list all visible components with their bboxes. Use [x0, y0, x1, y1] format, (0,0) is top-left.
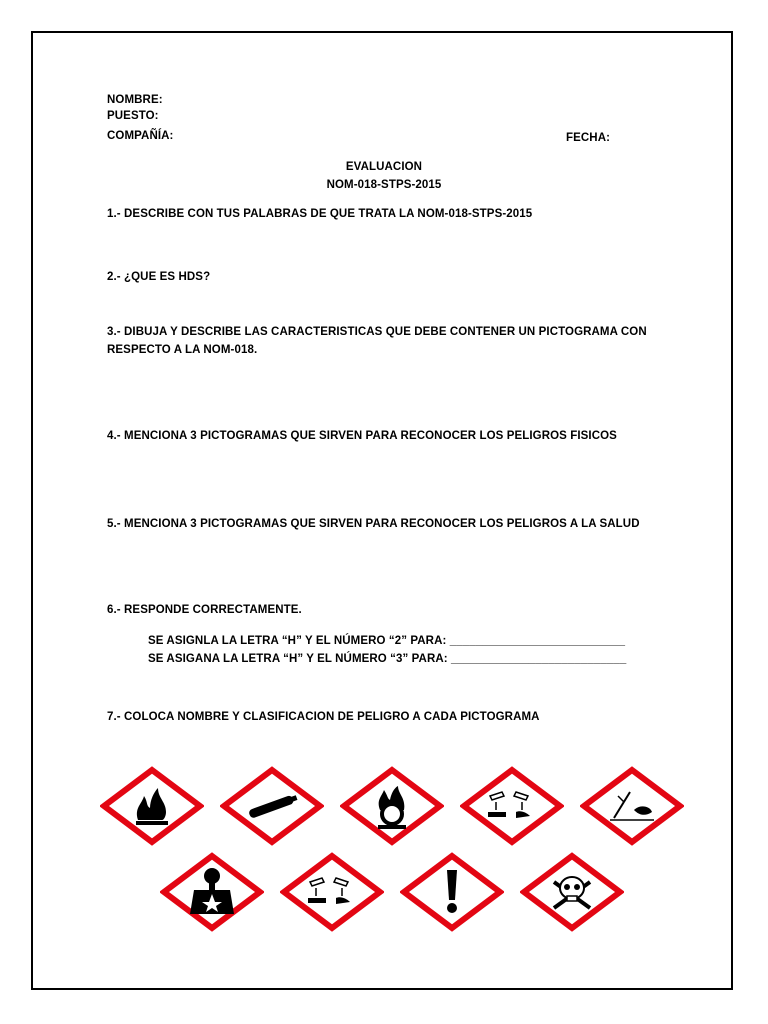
corrosion-icon — [460, 766, 564, 846]
flame-icon — [100, 766, 204, 846]
compania-label: COMPAÑÍA: — [107, 130, 174, 142]
question-3-line-1: 3.- DIBUJA Y DESCRIBE LAS CARACTERISTICAS QUE DEBE CONTENER UN PICTOGRAMA CON — [107, 326, 647, 338]
question-6: 6.- RESPONDE CORRECTAMENTE. — [107, 604, 302, 616]
question-7: 7.- COLOCA NOMBRE Y CLASIFICACION DE PELIGRO A CADA PICTOGRAMA — [107, 711, 540, 723]
environment-icon — [580, 766, 684, 846]
question-3-line-2: RESPECTO A LA NOM-018. — [107, 344, 258, 356]
puesto-label: PUESTO: — [107, 110, 159, 122]
question-5: 5.- MENCIONA 3 PICTOGRAMAS QUE SIRVEN PARA RECONOCER LOS PELIGROS A LA SALUD — [107, 518, 640, 530]
corrosion-icon — [280, 852, 384, 932]
question-6-answer-b: SE ASIGANA LA LETRA “H” Y EL NÚMERO “3” PARA: ___________________________ — [148, 653, 627, 665]
flame-over-circle-icon — [340, 766, 444, 846]
fecha-label: FECHA: — [566, 132, 611, 144]
document-subtitle: NOM-018-STPS-2015 — [326, 179, 442, 191]
document-title: EVALUACION — [345, 161, 423, 173]
health-hazard-icon — [160, 852, 264, 932]
question-2: 2.- ¿QUE ES HDS? — [107, 271, 211, 283]
nombre-label: NOMBRE: — [107, 94, 163, 106]
question-4: 4.- MENCIONA 3 PICTOGRAMAS QUE SIRVEN PARA RECONOCER LOS PELIGROS FISICOS — [107, 430, 617, 442]
question-6-answer-a: SE ASIGNLA LA LETRA “H” Y EL NÚMERO “2” PARA: ___________________________ — [148, 635, 626, 647]
skull-crossbones-icon — [520, 852, 624, 932]
question-1: 1.- DESCRIBE CON TUS PALABRAS DE QUE TRATA LA NOM-018-STPS-2015 — [107, 208, 533, 220]
gas-cylinder-icon — [220, 766, 324, 846]
exclamation-mark-icon — [400, 852, 504, 932]
